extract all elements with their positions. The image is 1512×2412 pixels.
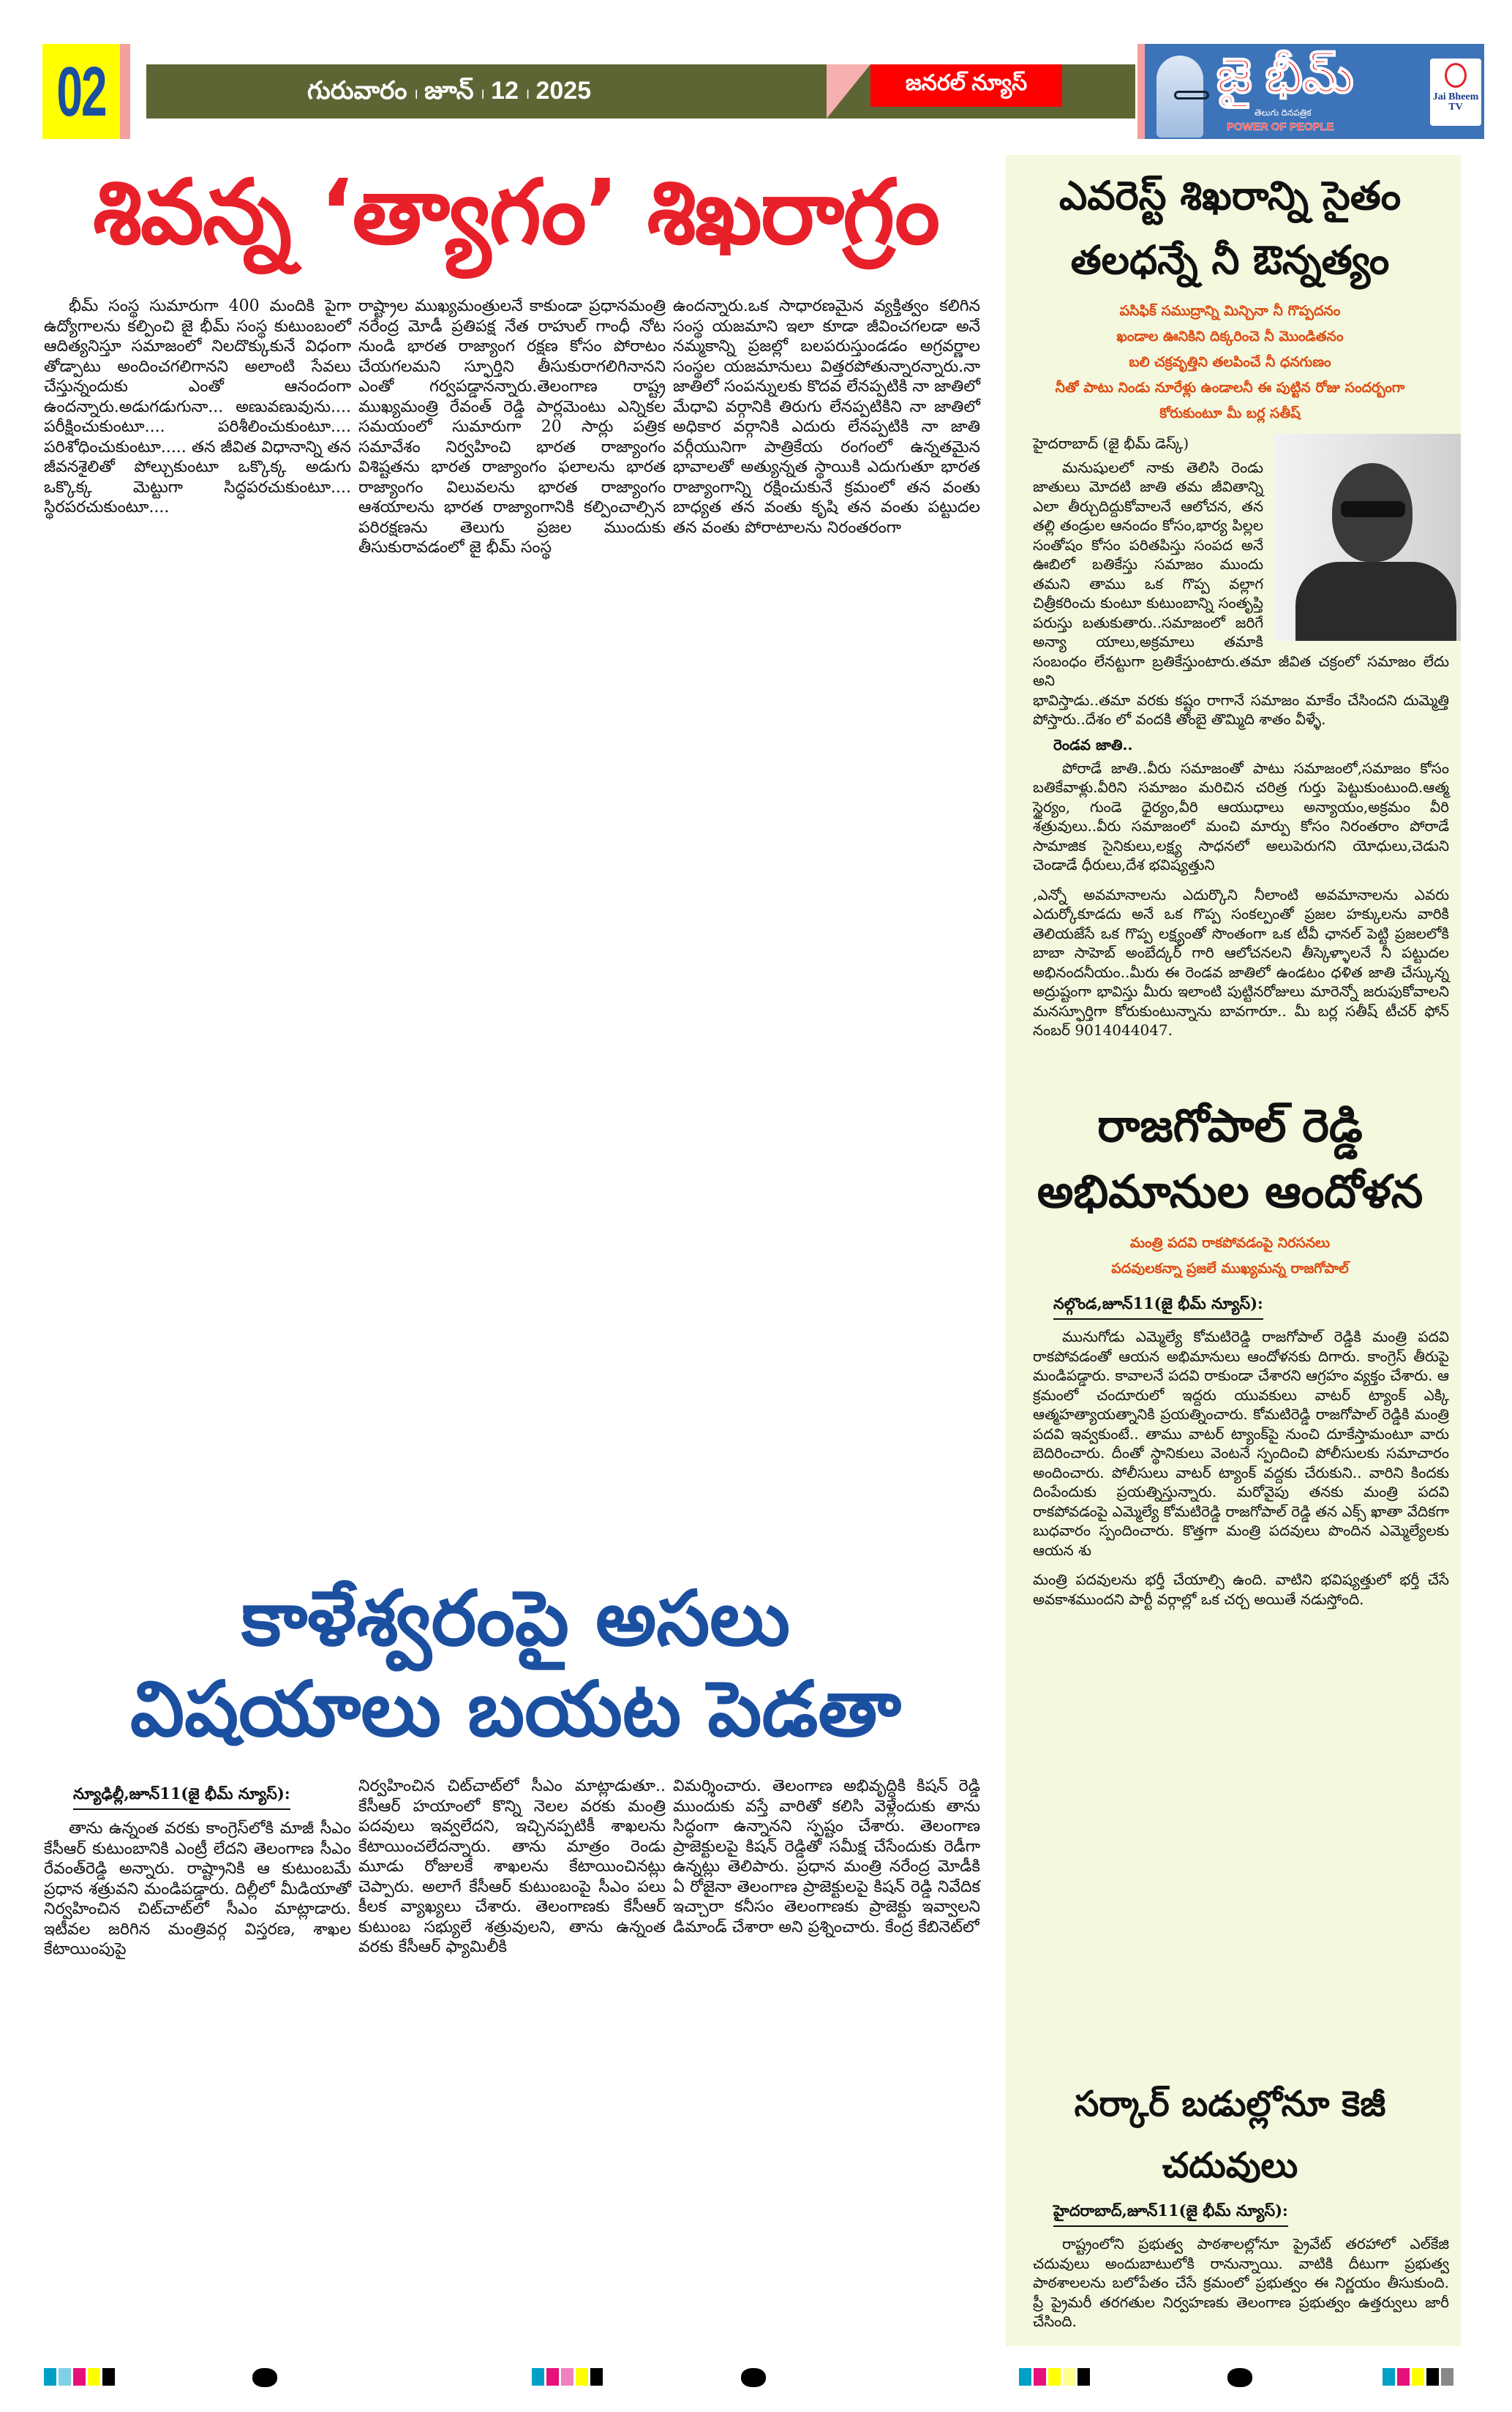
logo-brand: జై భీమ్ <box>1216 48 1354 102</box>
ambedkar-portrait-icon <box>1156 56 1203 138</box>
issue-month: జూన్ <box>424 77 474 105</box>
birthday-paragraph-2: పోరాడే జాతి..వీరు సమాజంతో పాటు సమాజంలో,సమాజం కోసం బతికేవాళ్లు.వీరిని సమాజం మరిచిన చరిత్ర గుర్తు పెట్టుకుంటుంది.ఆత్మ స్థైర్యం, గుండె ధైర్యం,వీరి ఆయుధాలు అన్యాయం,అక్రమం వీరి శత్రువులు..వీరు సమాజంలో మంచి మార్పు కోసం నిరంతరాం పోరాడే సామాజిక సైనికులు,లక్ష్య సాధనలో అలుపెరుగని యోధులు,చెడుని చెండాడే ధీరులు,దేశ భవిష్యత్తుని <box>1033 759 1449 873</box>
section-label: జనరల్ న్యూస్ <box>870 64 1062 107</box>
rajagopal-dateline: నల్గొండ,జూన్11(జై భీమ్ న్యూస్): <box>1053 1293 1263 1320</box>
color-registration-bar <box>44 2368 115 2386</box>
sidebar-panel <box>1006 155 1461 2346</box>
color-registration-bar <box>1019 2368 1090 2386</box>
logo-subtitle: తెలుగు దినపత్రిక <box>1255 108 1312 118</box>
tv-logo: Jai Bheem TV <box>1430 59 1481 126</box>
tv-emblem-icon <box>1445 63 1467 88</box>
issue-date: గురువారం । జూన్ । 12 । 2025 <box>307 77 592 105</box>
birthday-article <box>1033 164 1449 1093</box>
registration-mark-icon <box>741 2368 766 2387</box>
rajagopal-headline: రాజగోపాల్ రెడ్డి అభిమానుల ఆందోళన <box>1037 1099 1423 1218</box>
color-registration-bar <box>1383 2368 1453 2386</box>
footer-registration-strip <box>0 2368 1512 2387</box>
rajagopal-subheads: మంత్రి పదవి రాకపోవడంపై నిరసనలు పదవులకన్నా ప్రజలే ముఖ్యమన్న రాజగోపాల్ <box>1111 1235 1349 1277</box>
kg-body: రాష్ట్రంలోని ప్రభుత్వ పాఠశాలల్లోనూ ప్రైవేట్ తరహాలో ఎల్‌కేజి చదువులు అందుబాటులోకి రానున్నాయి. వాటికి దీటుగా ప్రభుత్వ పాఠశాలలను బలోపేతం చేసే క్రమంలో ప్రభుత్వం ఈ నిర్ణయం తీసుకుంది. ప్రీ ప్రైమరీ తరగతుల నిర్వహణకు తెలంగాణ ప్రభుత్వం ఉత్తర్వులు జారీ చేసింది. <box>1033 2235 1449 2330</box>
main-article-columns <box>44 296 988 1573</box>
kaleshwaram-columns <box>44 1776 988 2186</box>
header-wedge <box>827 64 870 119</box>
kg-article <box>1033 2073 1449 2332</box>
birthday-dateline: హైదరాబాద్ (జై భీమ్ డెస్క్) <box>1033 435 1189 452</box>
kaleshwaram-column-2: నిర్వహించిన చిట్‌చాట్‌లో సీఎం మాట్లాడుతూ.. కేసీఆర్ హయాంలో కొన్ని నెలల వరకు మంత్రి పదవులు ఇవ్వలేదని, ఇచ్చినప్పటికీ శాఖలను కేటాయించలేదన్నారు. తాను మాత్రం రెండు మూడు రోజులకే శాఖలను కేటాయించినట్లు చెప్పారు. అలాగే కేసీఆర్ కుటుంబంపై సీఎం పలు కీలక వ్యాఖ్యలు చేశారు. తెలంగాణకు కేసీఆర్ కుటుంబ సభ్యులే శత్రువులని, తాను ఉన్నంత వరకు కేసీఆర్ ఫ్యామిలీకి <box>358 1777 666 1956</box>
left-content <box>44 150 988 2186</box>
issue-date-number: 12 <box>491 77 519 105</box>
kaleshwaram-dateline: న్యూఢిల్లీ,జూన్11(జై భీమ్ న్యూస్): <box>73 1784 290 1810</box>
birthday-subheads: పసిఫిక్ సముద్రాన్ని మిన్చినా నీ గొప్పదనం ఖండాల ఊనికిని దిక్కరించె నీ మొండితనం బలి చక్రవృత్తిని తలపించే నీ ధనగుణం నీతో పాటు నిండు నూరేళ్లు ఉండాలనీ ఈ పుట్టిన రోజు సందర్బంగా కోరుకుంటూ మీ బర్ల సతీష్ <box>1055 303 1405 421</box>
main-article-column-1: భీమ్ సంస్థ సుమారుగా 400 మందికి పైగా ఉద్యోగాలను కల్పించి జై భీమ్ సంస్థ కుటుంబంలో ఆదిత్యనిస్తూ సమాజంలో నిలదొక్కుకునే విధంగా తోడ్పాటు అందించగలిగానని అలాంటి సేవలు చేస్తున్నందుకు ఎంతో ఆనందంగా ఉందన్నారు.అడుగడుగునా... అణువణువును.... పరీక్షించుకుంటూ.... పరిశీలించుకుంటూ.... పరిశోధించుకుంటూ..... తన జీవిత విధానాన్ని తన జీవనశైలితో పోల్చుకుంటూ ఒక్కొక్క అడుగు ఒక్కొక్క మెట్టుగా సిద్ధపరచుకుంటూ.... స్థిరపరచుకుంటూ.... <box>44 297 351 516</box>
rajagopal-body: మునుగోడు ఎమ్మెల్యే కోమటిరెడ్డి రాజగోపాల్ రెడ్డికి మంత్రి పదవి రాకపోవడంతో ఆయన అభిమానులు ఆందోళనకు దిగారు. కాంగ్రెస్ తీరుపై మండిపడ్డారు. కావాలనే పదవి రాకుండా చేశారని ఆగ్రహం వ్యక్తం చేశారు. ఆ క్రమంలో చందూరులో ఇద్దరు యువకులు వాటర్ ట్యాంక్ ఎక్కి ఆత్మహత్యాయత్నానికి ప్రయత్నించారు. కోమటిరెడ్డి రాజగోపాల్ రెడ్డికి మంత్రి పదవి ఇవ్వకుంటే.. తాము వాటర్ ట్యాంక్‌పై నుంచి దూకేస్తామంటూ వారు బెదిరించారు. దీంతో స్థానికులు వెంటనే స్పందించి పోలీసులకు సమాచారం అందించారు. పోలీసులు వాటర్ ట్యాంక్ వద్దకు చేరుకుని.. వారిని కిందకు దింపేందుకు ప్రయత్నిస్తున్నారు. మరోవైపు తనకు మంత్రి పదవి రాకపోవడంపై ఎమ్మెల్యే కోమటిరెడ్డి రాజగోపాల్ రెడ్డి తన ఎక్స్ ఖాతా వేదికగా బుధవారం స్పందించారు. కొత్తగా మంత్రి పదవులు పొందిన ఎమ్మెల్యేలకు ఆయన శు <box>1033 1328 1449 1559</box>
rajagopal-article <box>1033 1093 1449 2073</box>
kaleshwaram-column-3: విమర్శించారు. తెలంగాణ అభివృద్ధికి కిషన్ రెడ్డి ముందుకు వస్తే వారితో కలిసి వెళ్లేందుకు తాను సిద్ధంగా ఉన్నానని స్పష్టం చేశారు. తెలంగాణ ప్రాజెక్టులపై కిషన్ రెడ్డితో సమీక్ష చేసేందుకు రెడీగా ఉన్నట్లు తెలిపారు. ప్రధాన మంత్రి నరేంద్ర మోడీకి ఏ రోజైనా తెలంగాణ ప్రాజెక్టులపై కిషన్ రెడ్డి నివేదిక ఇచ్చారా కనీసం తెలంగాణకు ప్రాజెక్టు ఇవ్వాలని డిమాండ్ చేశారా అని ప్రశ్నించారు. కేంద్ర కేబినెట్‌లో <box>673 1777 980 1936</box>
main-article-column-2: రాష్ట్రాల ముఖ్యమంత్రులనే కాకుండా ప్రధానమంత్రి నరేంద్ర మోడీ ప్రతిపక్ష నేత రాహుల్ గాంధీ నోట నుండి భారత రాజ్యాంగ రక్షణ కోసం పోరాటం చేయగలమని స్ఫూర్తిని తీసుకురాగలిగినానని ఎంతో గర్వపడ్డానన్నారు.తెలంగాణ రాష్ట్ర ముఖ్యమంత్రి రేవంత్ రెడ్డి పార్లమెంటు ఎన్నికల సమయంలో సుమారుగా 20 సార్లు పత్రిక సమావేశం నిర్వహించి భారత రాజ్యాంగం విశిష్టతను భారత రాజ్యాంగం ఫలాలను భారత రాజ్యాంగం విలువలను భారత రాజ్యాంగం ఆశయాలను భారత రాజ్యాంగానికి కల్పించాల్సిన పరిరక్షణను తెలుగు ప్రజల ముందుకు తీసుకురావడంలో జై భీమ్ సంస్థ <box>358 297 666 557</box>
main-article-column-3: ఉందన్నారు.ఒక సాధారణమైన వ్యక్తిత్వం కలిగిన సంస్థ యజమాని ఇలా కూడా జీవించగలడా అనే నమ్మకాన్ని ప్రజల్లో బలపరుస్తుండడం అగ్రవర్ణాల సంస్థల యజమానులు విత్తరపోతున్నారన్నారు.నా జాతిలో సంపన్నులకు కొదవ లేనప్పటికి నా జాతిలో మేధావి వర్గానికి తిరుగు లేనప్పటికిని నా జాతిలో అధికార వర్గానికి ఎదురు లేనప్పటికి నా జాతి వర్గీయునిగా పాత్రికేయ రంగంలో ఉన్నతమైన భావాలతో అత్యున్నత స్థాయికి ఎదుగుతూ భారత రాజ్యాంగాన్ని రక్షించుకునే క్రమంలో తన వంతు బాధ్యత తన వంతు కృషి తన వంతు పట్టుదల తన వంతు పోరాటాలను నిరంతరంగా <box>673 297 981 537</box>
second-kind-subheading: రెండవ జాతి.. <box>1053 735 1133 754</box>
registration-mark-icon <box>1227 2368 1252 2387</box>
kg-headline: సర్కార్ బడుల్లోనూ కెజీ చదువులు <box>1074 2084 1386 2186</box>
birthday-paragraph-1-end: భావిస్తాడు..తమా వరకు కష్టం రాగానే సమాజం మాకేం చేసిందని దుమ్మెత్తి పోస్తారు..దేశం లో వందకి తోంబై తొమ్మిది శాతం వీళ్ళే. <box>1033 691 1449 728</box>
kaleshwaram-headline: కాళేశ్వరంపై అసలు విషయాలు బయట పెడతా <box>130 1574 901 1754</box>
sunglasses-icon <box>1341 501 1405 517</box>
kg-dateline: హైదరాబాద్,జూన్11(జై భీమ్ న్యూస్): <box>1053 2201 1288 2227</box>
page-number: 02 <box>56 52 106 131</box>
masthead-logo <box>1137 44 1484 139</box>
color-registration-bar <box>532 2368 603 2386</box>
page-number-box <box>42 44 130 139</box>
birthday-paragraph-3: ,ఎన్నో అవమానాలను ఎదుర్కొని నీలాంటి అవమానాలను ఎవరు ఎదుర్కోకూడదు అనే ఒక గొప్ప సంకల్పంతో ప్రజల హక్కులను వారికి తెలియజేసే ఒక గొప్ప లక్ష్యంతో సొంతంగా ఒక టీవీ ఛానల్ పెట్టి ప్రజలలోకి బాబా సాహెబ్ అంబేద్కర్ గారి ఆలోచనలని తీస్కెళ్ళాలనే నీ పట్టుదల అభినందనీయం..మీరు ఈ రెండవ జాతిలో ఉండటం ధళిత జాతి చేస్కున్న అద్రుష్టంగా భావిస్తు మీరు ఇలాంటి పుట్టినరోజులు మారెన్నో జరుపుకోవాలని మనస్ఫూర్తిగా కోరుకుంటున్నాను బావగారూ.. మీ బర్ల సతీష్ టీచర్ ఫోన్ నంబర్ 9014044047. <box>1033 885 1449 1039</box>
person-photo <box>1274 434 1461 641</box>
kaleshwaram-column-1: తాను ఉన్నంత వరకు కాంగ్రెస్‌లోకి మాజీ సీఎం కేసీఆర్ కుటుంబానికి ఎంట్రీ లేదని తెలంగాణ సీఎం రేవంత్‌రెడ్డి అన్నారు. రాష్ట్రానికి ఆ కుటుంబమే ప్రధాన శత్రువని మండిపడ్డారు. దిల్లీలో మీడియాతో నిర్వహించిన చిట్‌చాట్‌లో సీఎం మాట్లాడారు. ఇటీవల జరిగిన మంత్రివర్గ విస్తరణ, శాఖల కేటాయింపుపై <box>44 1819 351 1958</box>
birthday-headline: ఎవరెస్ట్ శిఖరాన్ని సైతం తలధన్నే నీ ఔన్నత్యం <box>1058 173 1402 283</box>
birthday-paragraph-1: మనుషులలో నాకు తెలిసి రెండు జాతులు మోదటి జాతి తమ జీవితాన్ని ఎలా తీర్చుదిద్దుకోవాలనే ఆలోచన, తన తల్లి తండ్రుల ఆనందం కోసం,భార్య పిల్లల సంతోషం కోసం పరితపిస్తు సంపద అనే ఊబిలో బతికేస్తు సమాజం ముందు తమని తాము ఒక గొప్ప వల్లాగ చిత్రీకరించు కుంటూ కుటుంబాన్ని సంతృప్తి పరుస్తు బతుకుతారు..సమాజంలో జరిగే అన్యా యాలు,అక్రమాలు తమాకి సంబంధం లేనట్టుగా బ్రతికేస్తుంటారు.తమా జీవిత చక్రంలో సమాజం లేదు అని <box>1033 458 1449 689</box>
issue-day: గురువారం <box>307 77 407 105</box>
kaleshwaram-column-1-wrap <box>44 1776 351 1960</box>
registration-mark-icon <box>252 2368 277 2387</box>
logo-tagline: POWER OF PEOPLE <box>1227 121 1334 133</box>
issue-year: 2025 <box>535 77 592 105</box>
rajagopal-body-end: మంత్రి పదవులను భర్తీ చేయాల్సి ఉంది. వాటిని భవిష్యత్తులో భర్తీ చేసే అవకాశముందని పార్టీ వర్గాల్లో ఒక చర్చ అయితే నడుస్తోంది. <box>1033 1571 1449 1608</box>
main-headline: శివన్న ‘త్యాగం’ శిఖరాగ్రం <box>92 160 939 264</box>
